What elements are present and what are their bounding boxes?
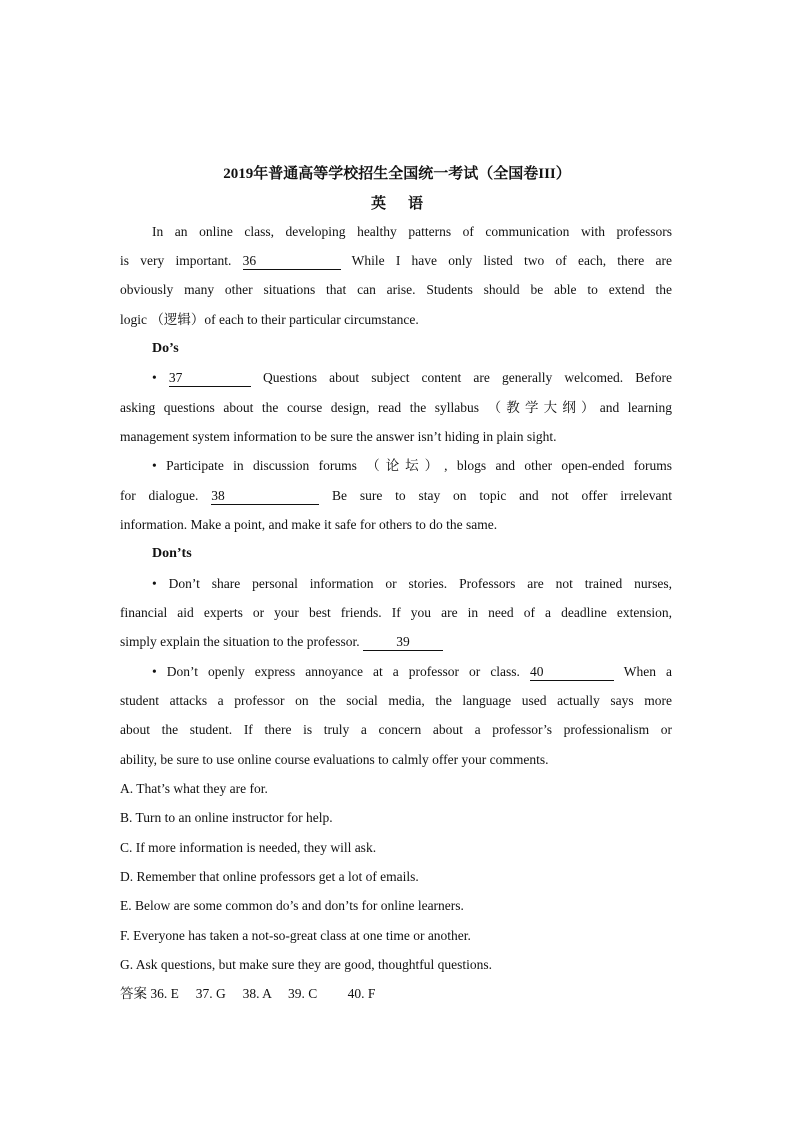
blank-40: 40 (530, 664, 614, 681)
passage-text: When a (623, 664, 672, 679)
passage-text: for dialogue. (120, 488, 199, 503)
passage-text: simply explain the situation to the professor. (120, 634, 360, 649)
option-e: E. Below are some common do’s and don’ts for online learners. (120, 898, 464, 913)
passage-line (152, 368, 672, 388)
option-b: B. Turn to an online instructor for help. (120, 810, 333, 825)
passage-text: Questions about subject content are generally welcomed. Before (262, 370, 673, 385)
option-a: A. That’s what they are for. (120, 781, 268, 796)
passage-line: • Don’t share personal information or stories. Professors are not trained nurses, (152, 576, 672, 591)
passage-line (152, 662, 672, 682)
passage-line: asking questions about the course design, read the syllabus （教学大纲）and learning (120, 400, 672, 415)
passage-line: ability, be sure to use online course evaluations to calmly offer your comments. (120, 752, 549, 767)
option-f: F. Everyone has taken a not-so-great class at one time or another. (120, 928, 471, 943)
option-d: D. Remember that online professors get a lot of emails. (120, 869, 419, 884)
answer-key: 答案 36. E 37. G 38. A 39. C 40. F (120, 986, 376, 1001)
passage-line: financial aid experts or your best friends. If you are in need of a deadline extension, (120, 605, 672, 620)
passage-text: • Don’t openly express annoyance at a professor or class. (152, 664, 520, 679)
exam-title: 2019年普通高等学校招生全国统一考试（全国卷III） (223, 166, 571, 182)
passage-line: management system information to be sure the answer isn’t hiding in plain sight. (120, 429, 557, 444)
passage-line: about the student. If there is truly a concern about a professor’s professionalism or (120, 722, 672, 737)
passage-line (120, 486, 672, 506)
passage-line: In an online class, developing healthy patterns of communication with professors (152, 224, 672, 239)
passage-text: is very important. (120, 253, 232, 268)
passage-text: While I have only listed two of each, there are (351, 253, 673, 268)
passage-line: obviously many other situations that can arise. Students should be able to extend the (120, 282, 672, 297)
subject-heading: 英语 (370, 196, 445, 212)
blank-39: 39 (363, 634, 443, 651)
passage-line: information. Make a point, and make it safe for others to do the same. (120, 517, 498, 532)
donts-heading: Don’ts (152, 546, 192, 561)
passage-line (120, 632, 672, 652)
passage-line: logic （逻辑）of each to their particular circumstance. (120, 312, 419, 327)
passage-line (120, 251, 672, 271)
blank-37: 37 (169, 370, 251, 387)
dos-heading: Do’s (152, 341, 179, 356)
option-c: C. If more information is needed, they will ask. (120, 840, 377, 855)
blank-36: 36 (243, 253, 341, 270)
blank-38: 38 (211, 488, 319, 505)
option-g: G. Ask questions, but make sure they are good, thoughtful questions. (120, 957, 492, 972)
passage-line: student attacks a professor on the social media, the language used actually says more (120, 693, 672, 708)
passage-text: Be sure to stay on topic and not offer irrelevant (332, 488, 672, 503)
bullet-icon: • (152, 370, 157, 385)
passage-line: • Participate in discussion forums （论坛）, blogs and other open-ended forums (152, 458, 672, 473)
